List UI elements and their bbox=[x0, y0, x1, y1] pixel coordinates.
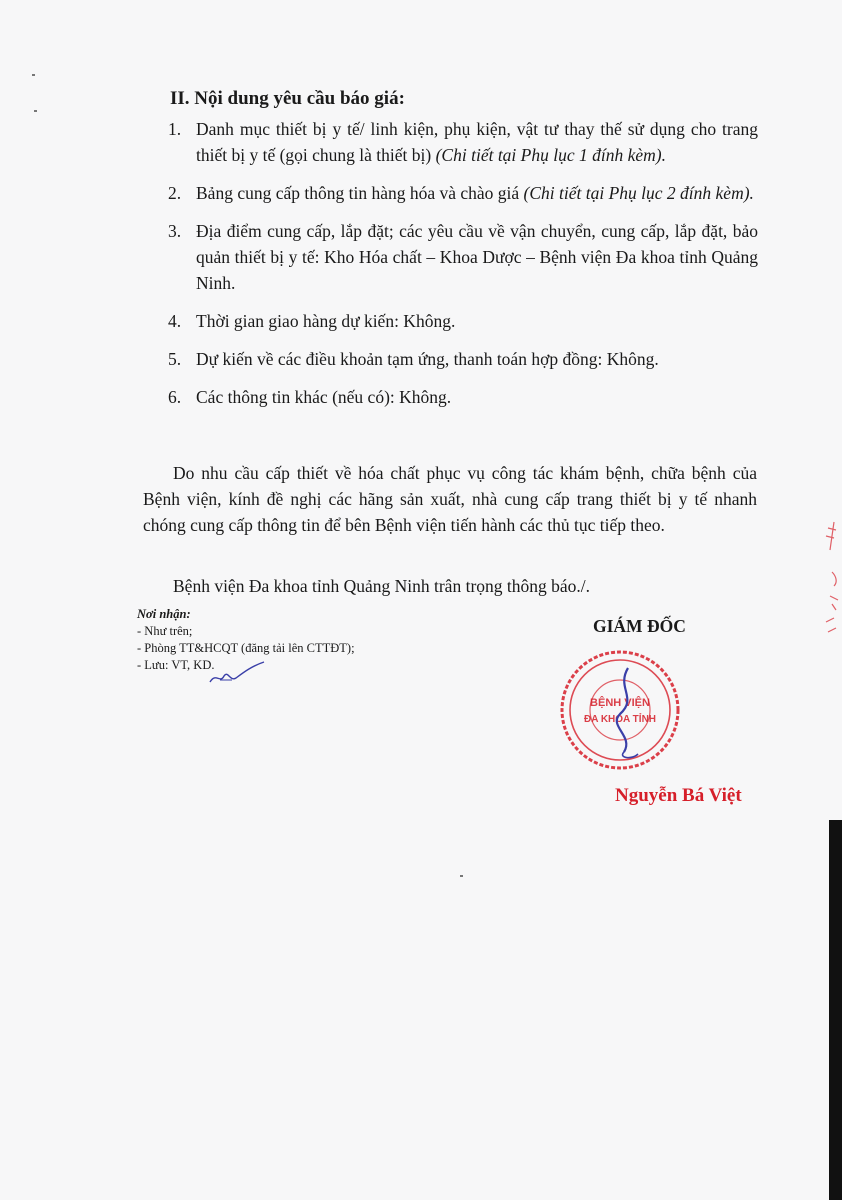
item-text: Thời gian giao hàng dự kiến: Không. bbox=[196, 311, 456, 331]
recipients-heading: Nơi nhận: bbox=[137, 607, 191, 621]
list-item bbox=[166, 308, 758, 334]
section-title: II. Nội dung yêu cầu báo giá: bbox=[170, 88, 405, 109]
item-number: 4. bbox=[168, 311, 182, 331]
scan-speck bbox=[34, 110, 37, 112]
item-number: 3. bbox=[168, 221, 182, 241]
official-seal bbox=[558, 648, 682, 772]
signer-title: GIÁM ĐỐC bbox=[593, 616, 686, 636]
list-item bbox=[166, 384, 758, 410]
initials-signature bbox=[206, 660, 268, 690]
item-text: Dự kiến về các điều khoản tạm ứng, thanh toán hợp đồng: Không. bbox=[196, 349, 659, 369]
request-paragraph: Do nhu cầu cấp thiết về hóa chất phục vụ công tác khám bệnh, chữa bệnh của Bệnh viện, kính đề nghị các hãng sản xuất, nhà cung cấp trang thiết bị y tế nhanh chóng cung cấp thông tin để bên Bệnh viện tiến hành các thủ tục tiếp theo. bbox=[143, 463, 757, 535]
item-number: 6. bbox=[168, 387, 182, 407]
item-text: Bảng cung cấp thông tin hàng hóa và chào giá bbox=[196, 183, 524, 203]
item-note: (Chi tiết tại Phụ lục 2 đính kèm). bbox=[523, 183, 754, 203]
seal-text-top: BỆNH VIỆN bbox=[590, 697, 650, 709]
requirements-list bbox=[166, 116, 758, 422]
scan-edge-shadow bbox=[829, 820, 842, 1200]
item-text: Các thông tin khác (nếu có): Không. bbox=[196, 387, 452, 407]
list-item bbox=[166, 116, 758, 168]
seal-text-bottom: ĐA KHOA TỈNH bbox=[583, 714, 657, 725]
item-number: 5. bbox=[168, 349, 182, 369]
item-number: 2. bbox=[168, 183, 182, 203]
recipient-line: - Như trên; bbox=[137, 624, 193, 638]
list-item bbox=[166, 180, 758, 206]
item-number: 1. bbox=[168, 119, 182, 139]
recipient-line: - Lưu: VT, KD. bbox=[137, 658, 215, 672]
closing-paragraph: Bệnh viện Đa khoa tỉnh Quảng Ninh trân trọng thông báo./. bbox=[173, 576, 591, 596]
scan-speck bbox=[460, 875, 463, 877]
signer-name: Nguyễn Bá Việt bbox=[615, 785, 742, 806]
scan-speck bbox=[32, 74, 35, 76]
item-text: Địa điểm cung cấp, lắp đặt; các yêu cầu về vận chuyển, cung cấp, lắp đặt, bảo quản thiết bị y tế: Kho Hóa chất – Khoa Dược – Bệnh viện Đa khoa tỉnh Quảng Ninh. bbox=[196, 221, 758, 293]
list-item bbox=[166, 346, 758, 372]
list-item bbox=[166, 218, 758, 296]
item-text: Danh mục thiết bị y tế/ linh kiện, phụ kiện, vật tư thay thế sử dụng cho trang thiết bị y tế (gọi chung là thiết bị) bbox=[196, 119, 758, 165]
item-note: (Chi tiết tại Phụ lục 1 đính kèm). bbox=[435, 145, 666, 165]
adjacent-page-stamp-fragment bbox=[820, 510, 842, 660]
recipient-line: - Phòng TT&HCQT (đăng tải lên CTTĐT); bbox=[137, 641, 355, 655]
